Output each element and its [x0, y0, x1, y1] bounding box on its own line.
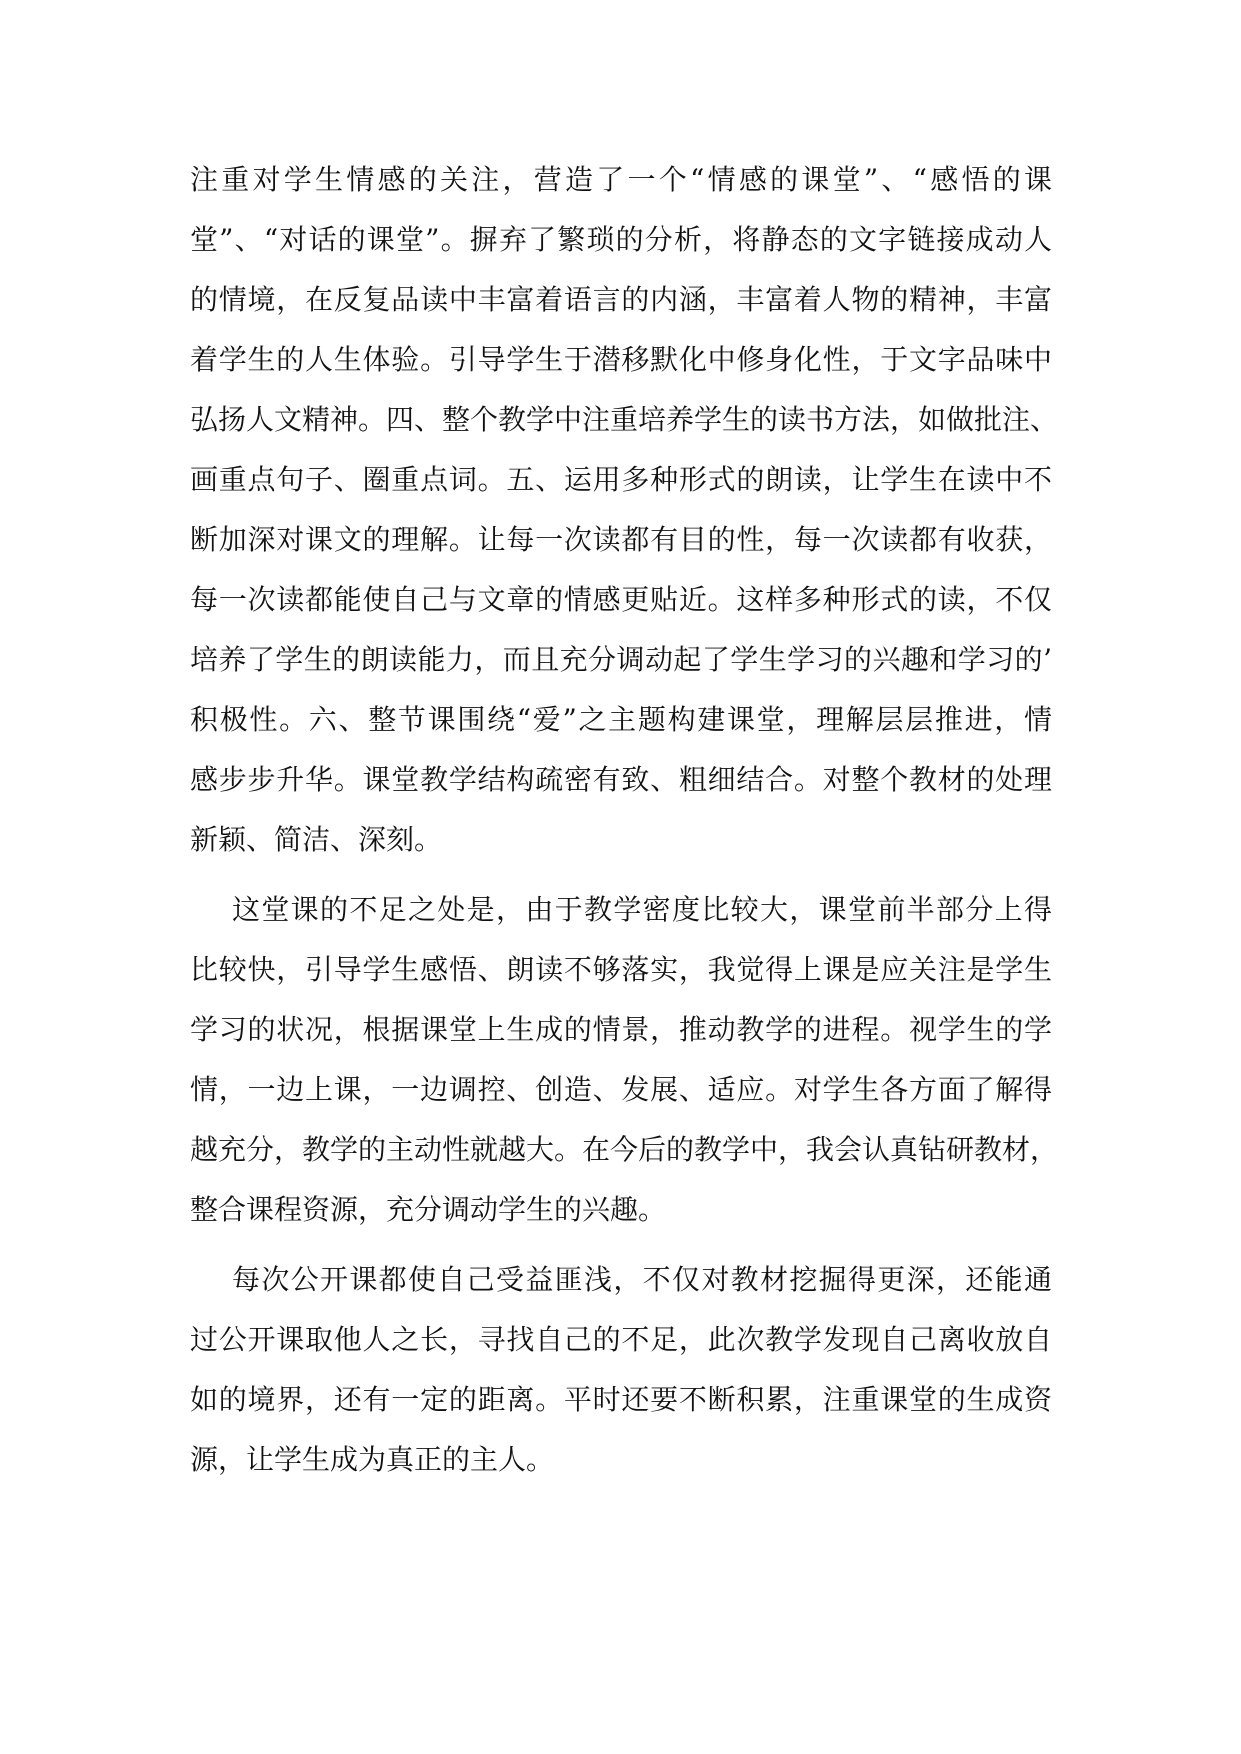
text-line: 培养了学生的朗读能力，而且充分调动起了学生学习的兴趣和学习的’	[190, 643, 1052, 676]
paragraph-spacer	[190, 1240, 1052, 1250]
text-line: 注重对学生情感的关注，营造了一个“情感的课堂”、“感悟的课	[190, 163, 1052, 196]
text-line: 学习的状况，根据课堂上生成的情景，推动教学的进程。视学生的学	[190, 1013, 1052, 1046]
text-line: 感步步升华。课堂教学结构疏密有致、粗细结合。对整个教材的处理	[190, 763, 1052, 796]
text-line: 着学生的人生体验。引导学生于潜移默化中修身化性，于文字品味中	[190, 343, 1052, 376]
text-line: 积极性。六、整节课围绕“爱”之主题构建课堂，理解层层推进，情	[190, 703, 1052, 736]
text-line: 堂”、“对话的课堂”。摒弃了繁琐的分析，将静态的文字链接成动人	[190, 223, 1052, 256]
text-line: 新颖、简洁、深刻。	[190, 823, 443, 856]
paragraph-2	[190, 880, 1059, 1240]
text-line: 弘扬人文精神。四、整个教学中注重培养学生的读书方法，如做批注、	[190, 403, 1059, 436]
text-line: 越充分，教学的主动性就越大。在今后的教学中，我会认真钻研教材，	[190, 1133, 1059, 1166]
text-line: 过公开课取他人之长，寻找自己的不足，此次教学发现自己离收放自	[190, 1323, 1052, 1356]
text-line: 每一次读都能使自己与文章的情感更贴近。这样多种形式的读，不仅	[190, 583, 1052, 616]
text-line: 情，一边上课，一边调控、创造、发展、适应。对学生各方面了解得	[190, 1073, 1052, 1106]
text-line: 如的境界，还有一定的距离。平时还要不断积累，注重课堂的生成资	[190, 1383, 1052, 1416]
text-line: 的情境，在反复品读中丰富着语言的内涵，丰富着人物的精神，丰富	[190, 283, 1052, 316]
text-line: 源，让学生成为真正的主人。	[190, 1443, 555, 1476]
text-line: 整合课程资源，充分调动学生的兴趣。	[190, 1193, 667, 1226]
text-line: 每次公开课都使自己受益匪浅，不仅对教材挖掘得更深，还能通	[232, 1263, 1052, 1296]
body-text	[190, 150, 1059, 1490]
text-line: 画重点句子、圈重点词。五、运用多种形式的朗读，让学生在读中不	[190, 463, 1052, 496]
text-line: 这堂课的不足之处是，由于教学密度比较大，课堂前半部分上得	[232, 893, 1052, 926]
paragraph-spacer	[190, 870, 1052, 880]
paragraph-1	[190, 150, 1059, 870]
paragraph-3	[190, 1250, 1052, 1490]
text-line: 断加深对课文的理解。让每一次读都有目的性，每一次读都有收获，	[190, 523, 1052, 556]
text-line: 比较快，引导学生感悟、朗读不够落实，我觉得上课是应关注是学生	[190, 953, 1052, 986]
